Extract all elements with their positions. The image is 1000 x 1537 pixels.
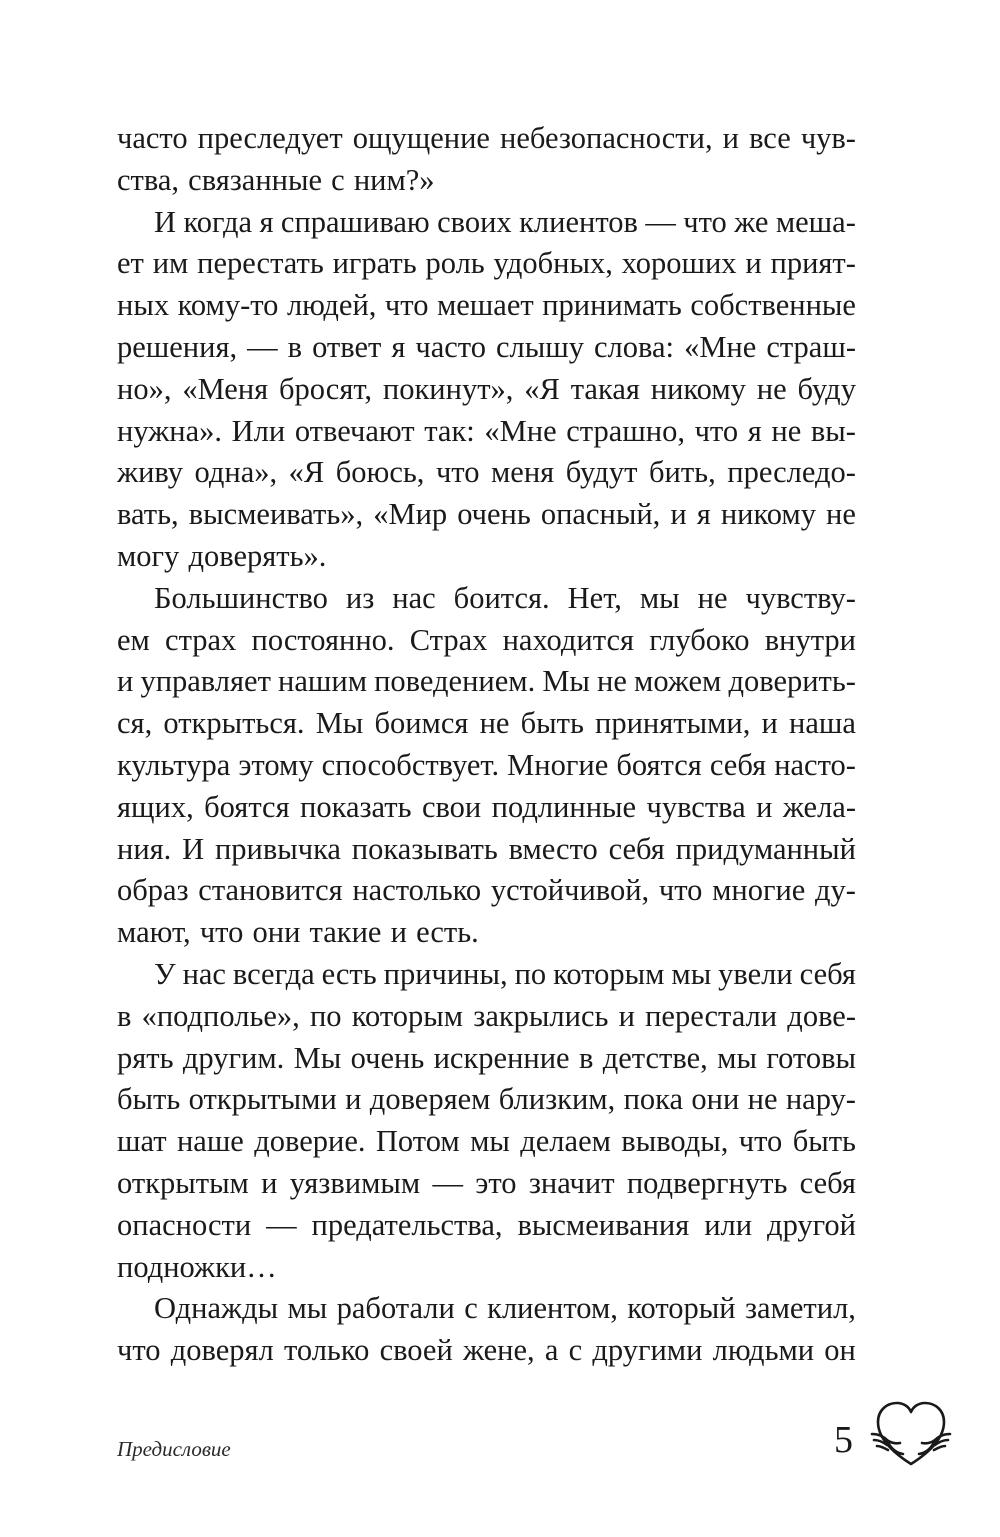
text-line: в «подполье», по которым закрылись и перестали дове- — [117, 998, 856, 1033]
text-line: но», «Меня бросят, покинут», «Я такая никому не буду — [117, 371, 856, 406]
text-line: нужна». Или отвечают так: «Мне страшно, что я не вы- — [117, 413, 856, 448]
heart-hands-icon — [870, 1398, 952, 1470]
text-line: вать, высмеивать», «Мир очень опасный, и я никому не — [117, 497, 856, 532]
text-line: ся, открыться. Мы боимся не быть принятыми, и наша — [117, 706, 856, 741]
text-line: ных кому-то людей, что мешает принимать собственные — [117, 288, 856, 323]
text-line: ящих, боятся показать свои подлинные чувства и жела- — [117, 789, 856, 824]
body-text — [117, 118, 856, 1372]
text-line: открытым и уязвимым — это значит подвергнуть себя — [117, 1165, 856, 1200]
text-line: решения, — в ответ я часто слышу слова: «Мне страш- — [117, 329, 856, 364]
text-line: ет им перестать играть роль удобных, хороших и прият- — [117, 246, 856, 281]
text-line: опасности — предательства, высмеивания или другой — [117, 1207, 856, 1242]
text-line: образ становится настолько устойчивой, что многие ду- — [117, 873, 856, 908]
text-line: У нас всегда есть причины, по которым мы увели себя — [154, 956, 856, 991]
text-line: рять другим. Мы очень искренние в детстве, мы готовы — [117, 1040, 856, 1075]
page-number: 5 — [834, 1419, 853, 1461]
text-line: И когда я спрашиваю своих клиентов — что же меша- — [154, 204, 856, 239]
text-line: Однажды мы работали с клиентом, который заметил, — [154, 1291, 856, 1326]
text-line: живу одна», «Я боюсь, что меня будут бить, преследо- — [117, 455, 856, 490]
text-line: ем страх постоянно. Страх находится глубоко внутри — [117, 622, 856, 657]
text-line: ства, связанные с ним?» — [117, 162, 435, 197]
running-head: Предисловие — [117, 1437, 231, 1461]
text-line: могу доверять». — [117, 538, 327, 573]
text-line: мают, что они такие и есть. — [117, 915, 479, 950]
text-line: подножки… — [117, 1249, 277, 1284]
text-line: Большинство из нас боится. Нет, мы не чувству- — [154, 580, 856, 615]
text-line: шат наше доверие. Потом мы делаем выводы, что быть — [117, 1124, 856, 1159]
text-line: что доверял только своей жене, а с другими людьми он — [117, 1333, 856, 1368]
text-line: ния. И привычка показывать вместо себя придуманный — [117, 831, 856, 866]
text-line: часто преследует ощущение небезопасности, и все чув- — [117, 121, 856, 155]
text-line: культура этому способствует. Многие боятся себя насто- — [117, 747, 856, 782]
text-line: и управляет нашим поведением. Мы не можем доверить- — [117, 664, 856, 699]
text-line: быть открытыми и доверяем близким, пока они не нару- — [117, 1082, 856, 1117]
